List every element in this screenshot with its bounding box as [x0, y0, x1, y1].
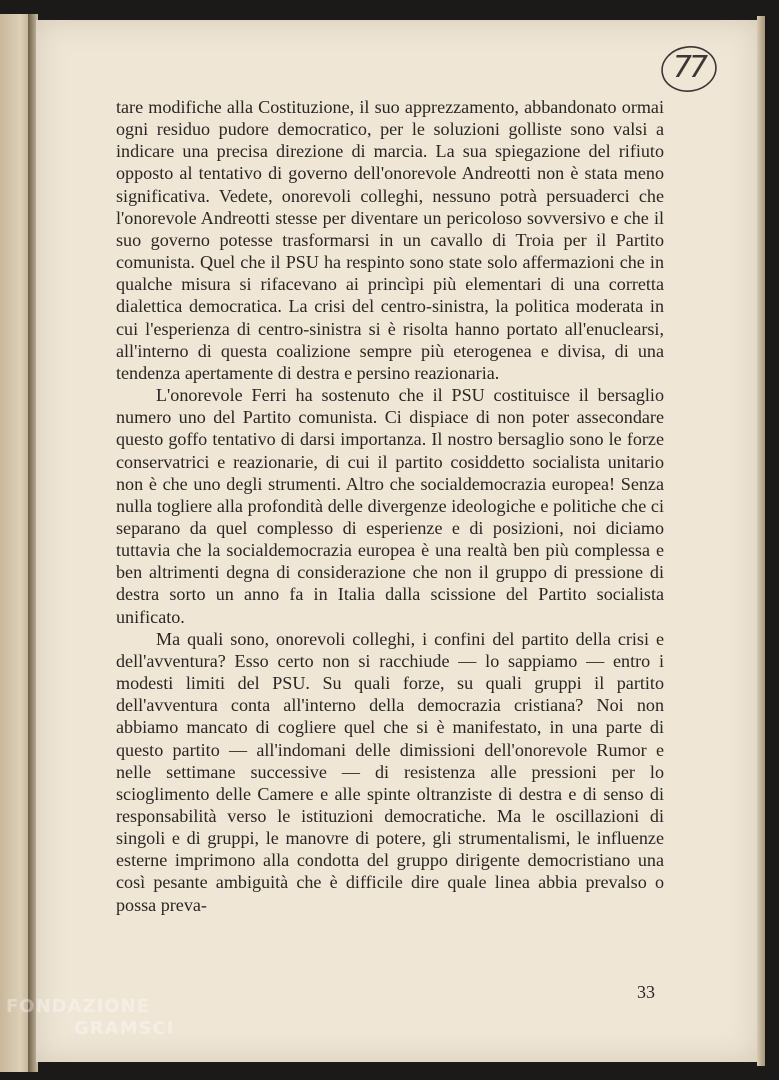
paragraph-1: tare modifiche alla Costituzione, il suo apprezzamento, abbandonato ormai ogni residuo pudore democratico, per le soluzioni golliste sono valsi a indicare una precisa direzione di marcia. La sua spiegazione del rifiuto opposto al tentativo di governo dell'onorevole Andreotti non è stata meno significativa. Vedete, onorevoli colleghi, nessuno potrà persuaderci che l'onorevole Andreotti stesse per diventare un pericoloso sovversivo e che il suo governo potesse trasformarsi in un cavallo di Troia per il Partito comunista. Quel che il PSU ha respinto sono state solo affermazioni che in qualche misura si rifacevano ai princìpi più elementari di una corretta dialettica democratica. La crisi del centro-sinistra, la politica moderata in cui l'esperienza di centro-sinistra si è risolta hanno portato all'enuclearsi, all'interno di questa coalizione sempre più eterogenea e divisa, di una tendenza apertamente di destra e persino reazionaria. [116, 97, 664, 383]
watermark-line-1: FONDAZIONE [6, 996, 150, 1017]
handwritten-page-mark-text: 77 [672, 50, 706, 85]
watermark-line-2: GRAMSCI [74, 1018, 175, 1039]
handwritten-page-mark [660, 44, 718, 94]
page-stack-edge [757, 16, 765, 1066]
paragraph-2: L'onorevole Ferri ha sostenuto che il PSU costituisce il bersaglio numero uno del Partito comunista. Ci dispiace di non poter assecondare questo goffo tentativo di darsi importanza. Il nostro bersaglio sono le forze conservatrici e reazionarie, di cui il partito cosiddetto socialista unitario non è che uno degli strumenti. Altro che socialdemocrazia europea! Senza nulla togliere alla profondità delle divergenze ideologiche e politiche che ci separano da quel complesso di esperienze e di posizioni, noi diciamo tuttavia che la socialdemocrazia europea è una realtà ben più complessa e ben altrimenti degna di considerazione che non il gruppo di pressione di destra sorto un anno fa in Italia dalla scissione del Partito socialista unificato. [116, 385, 664, 627]
watermark-logo [6, 996, 206, 1066]
paragraph-3: Ma quali sono, onorevoli colleghi, i confini del partito della crisi e dell'avventura? Esso certo non si racchiude — lo sappiamo — entro i modesti limiti del PSU. Su quali forze, su quali gruppi il partito dell'avventura conta all'interno della democrazia cristiana? Noi non abbiamo mancato di cogliere quel che si è manifestato, in una parte di questo partito — all'indomani delle dimissioni dell'onorevole Rumor e nelle settimane successive — di resistenza alle pressioni per lo scioglimento delle Camere e alle spinte oltranziste di destra e di senso di responsabilità verso le istituzioni democratiche. Ma le oscillazioni di singoli e di gruppi, le manovre di potere, gli strumentalismi, le influenze esterne imprimono alla condotta del gruppo dirigente democristiano una così pesante ambiguità che è difficile dire quale linea abbia prevalso o possa preva- [116, 628, 664, 915]
page-number: 33 [637, 982, 655, 1002]
body-text [116, 96, 664, 916]
